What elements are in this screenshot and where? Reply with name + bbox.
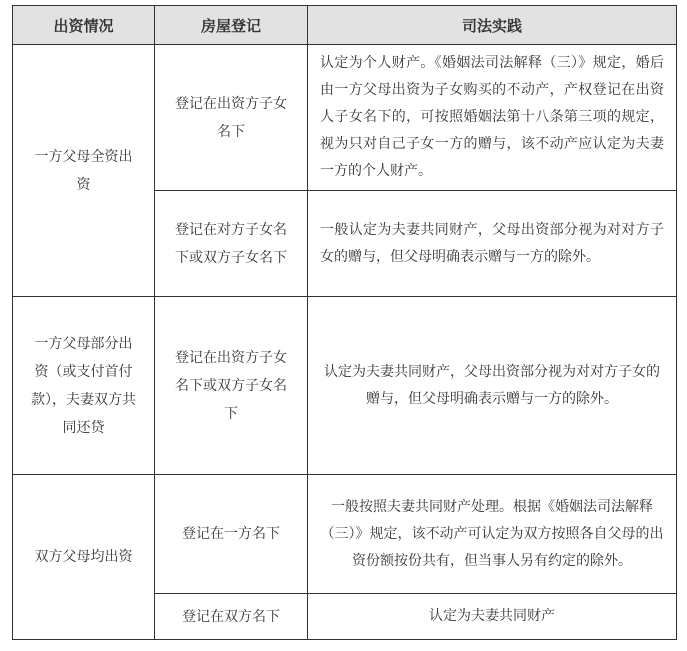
practice-text: 认定为夫妻共同财产，父母出资部分视为对对方子女的赠与，但父母明确表示赠与一方的除外。 bbox=[324, 363, 660, 407]
registration-text: 登记在一方名下 bbox=[182, 526, 280, 542]
registration-text: 登记在对方子女名下或双方子女名下 bbox=[175, 221, 287, 266]
practice-cell bbox=[308, 475, 677, 594]
registration-cell bbox=[155, 45, 308, 191]
registration-text: 登记在出资方子女名下或双方子女名下 bbox=[175, 349, 287, 422]
header-row bbox=[13, 6, 677, 45]
funding-text: 一方父母部分出资（或支付首付款），夫妻双方共同还贷 bbox=[31, 335, 136, 436]
practice-text: 一般按照夫妻共同财产处理。根据《婚姻法司法解释（三）》规定，该不动产可认定为双方按照各自父母的出资份额按份共有，但当事人另有约定的除外。 bbox=[320, 498, 664, 569]
registration-text: 登记在出资方子女名下 bbox=[175, 95, 287, 140]
property-ownership-table bbox=[12, 5, 677, 640]
funding-cell bbox=[13, 45, 155, 297]
practice-cell bbox=[308, 594, 677, 640]
practice-text: 认定为个人财产。《婚姻法司法解释（三）》规定，婚后由一方父母出资为子女购买的不动产，产权登记在出资人子女名下的，可按照婚姻法第十八条第三项的规定，视为只对自己子女一方的赠与，该不动产应认定为夫妻一方的个人财产。 bbox=[320, 55, 664, 179]
registration-text: 登记在双方名下 bbox=[182, 608, 280, 625]
practice-text: 一般认定为夫妻共同财产，父母出资部分视为对对方子女的赠与，但父母明确表示赠与一方的除外。 bbox=[320, 221, 664, 265]
header-funding: 出资情况 bbox=[13, 6, 155, 45]
header-registration: 房屋登记 bbox=[155, 6, 308, 45]
registration-cell bbox=[155, 297, 308, 475]
registration-cell bbox=[155, 191, 308, 297]
table-row bbox=[13, 475, 677, 594]
funding-cell bbox=[13, 297, 155, 475]
registration-cell bbox=[155, 594, 308, 640]
funding-text: 双方父母均出资 bbox=[34, 549, 133, 565]
registration-cell bbox=[155, 475, 308, 594]
practice-text: 认定为夫妻共同财产 bbox=[429, 608, 555, 624]
practice-cell bbox=[308, 45, 677, 191]
table-row bbox=[13, 297, 677, 475]
funding-cell bbox=[13, 475, 155, 640]
funding-text: 一方父母全资出资 bbox=[34, 148, 133, 193]
practice-cell bbox=[308, 191, 677, 297]
practice-cell bbox=[308, 297, 677, 475]
header-practice: 司法实践 bbox=[308, 6, 677, 45]
table-row bbox=[13, 45, 677, 191]
